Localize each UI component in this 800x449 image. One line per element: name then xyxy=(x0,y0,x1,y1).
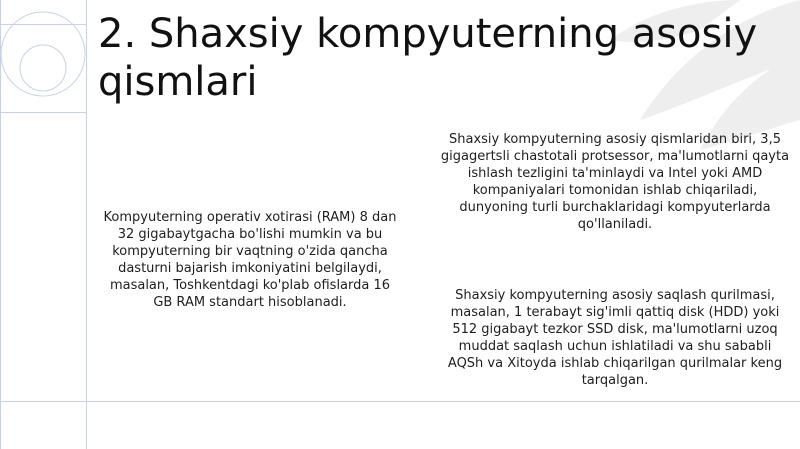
paragraph-ram: Kompyuterning operativ xotirasi (RAM) 8 dan 32 gigabaytgacha bo'lishi mumkin va bu kompyuterning bir vaqtning o'zida qancha dasturni bajarish imkoniyatini belgilaydi, masalan, Toshkentdagi ko'plab ofislarda 16 GB RAM standart hisoblanadi. xyxy=(103,210,397,310)
slide-title: 2. Shaxsiy kompyuterning asosiy qismlari xyxy=(98,11,758,105)
decor-circle-small xyxy=(20,45,66,91)
paragraph-storage: Shaxsiy kompyuterning asosiy saqlash qurilmasi, masalan, 1 terabayt sig'imli qattiq disk (HDD) yoki 512 gigabayt tezkor SSD disk, ma'lumotlarni uzoq muddat saqlash uchun ishlatiladi va shu sababli AQSh va Xitoyda ishlab chiqarilgan qurilmalar keng tarqalgan. xyxy=(447,288,783,388)
paragraph-cpu: Shaxsiy kompyuterning asosiy qismlaridan biri, 3,5 gigagertsli chastotali protsessor, ma'lumotlarni qayta ishlash tezligini ta'minlaydi va Intel yoki AMD kompaniyalari tomonidan ishlab chiqariladi, dunyoning turli burchaklaridagi kompyuterlarda qo'llaniladi. xyxy=(440,132,790,232)
